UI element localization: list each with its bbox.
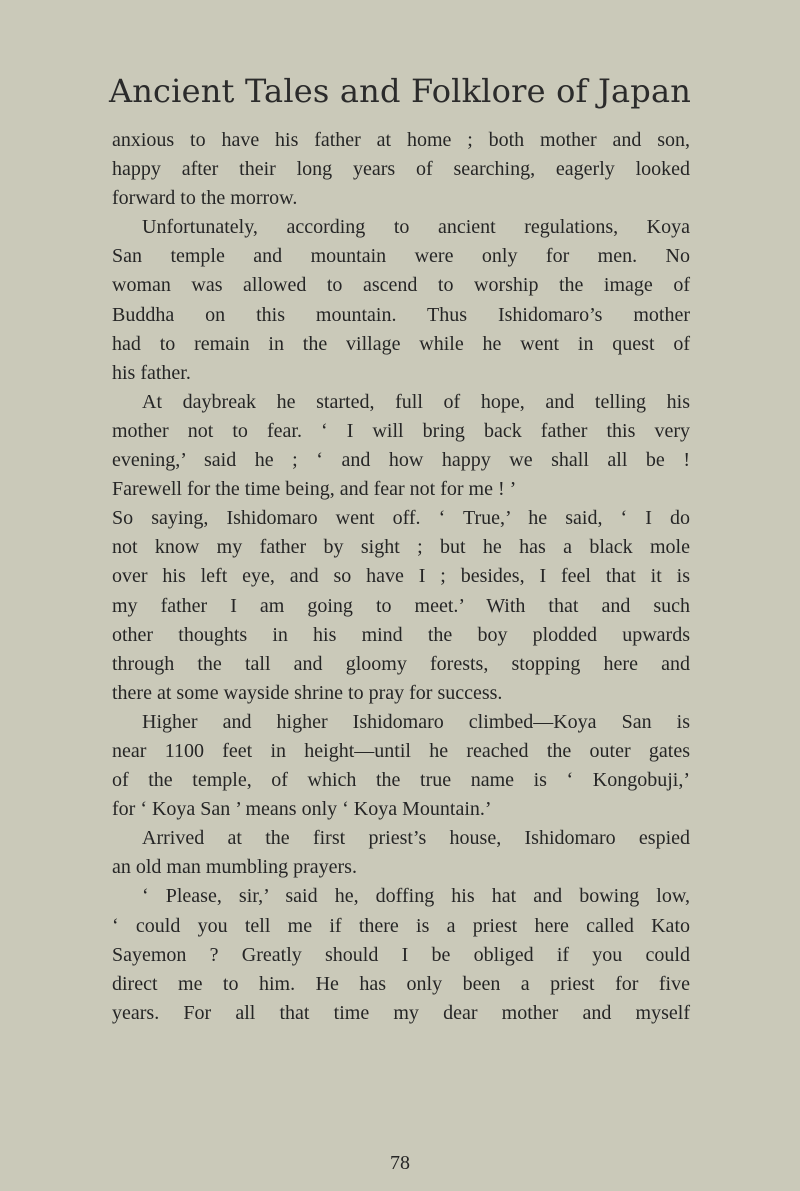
- text-line: woman was allowed to ascend to worship the image of: [112, 274, 690, 297]
- page-number: 78: [390, 1152, 410, 1174]
- text-line: of the temple, of which the true name is ‘ Kongobuji,’: [112, 769, 690, 792]
- text-line: forward to the morrow.: [112, 187, 298, 210]
- text-line: Buddha on this mountain. Thus Ishidomaro’s mother: [112, 303, 690, 326]
- text-line: anxious to have his father at home ; both mother and son,: [112, 129, 690, 151]
- text-line: had to remain in the village while he went in quest of: [112, 332, 690, 355]
- text-line: for ‘ Koya San ’ means only ‘ Koya Mountain.’: [112, 798, 492, 821]
- text-line: Arrived at the first priest’s house, Ishidomaro espied: [142, 827, 690, 850]
- text-line: his father.: [112, 361, 191, 384]
- text-line: Sayemon ? Greatly should I be obliged if you could: [112, 943, 690, 966]
- text-line: over his left eye, and so have I ; besides, I feel that it is: [112, 565, 690, 588]
- text-line: evening,’ said he ; ‘ and how happy we shall all be !: [112, 449, 690, 472]
- body-text: [112, 126, 690, 1028]
- text-line: Farewell for the time being, and fear not for me ! ’: [112, 478, 517, 501]
- text-line: my father I am going to meet.’ With that and such: [112, 594, 690, 617]
- text-line: an old man mumbling prayers.: [112, 856, 357, 879]
- text-line: through the tall and gloomy forests, stopping here and: [112, 652, 690, 675]
- text-line: ‘ Please, sir,’ said he, doffing his hat and bowing low,: [142, 885, 690, 908]
- text-line: So saying, Ishidomaro went off. ‘ True,’ he said, ‘ I do: [112, 507, 690, 530]
- text-line: not know my father by sight ; but he has a black mole: [112, 536, 690, 559]
- text-line: San temple and mountain were only for men. No: [112, 245, 690, 268]
- text-line: there at some wayside shrine to pray for success.: [112, 681, 503, 704]
- text-line: At daybreak he started, full of hope, and telling his: [142, 390, 690, 413]
- text-line: mother not to fear. ‘ I will bring back father this very: [112, 419, 690, 442]
- running-title: Ancient Tales and Folklore of Japan: [108, 72, 692, 110]
- text-line: Higher and higher Ishidomaro climbed—Koya San is: [142, 710, 690, 733]
- text-line: other thoughts in his mind the boy plodded upwards: [112, 623, 690, 646]
- text-line: Unfortunately, according to ancient regulations, Koya: [142, 216, 690, 239]
- text-line: direct me to him. He has only been a priest for five: [112, 972, 690, 995]
- text-line: near 1100 feet in height—until he reached the outer gates: [112, 739, 690, 762]
- text-line: years. For all that time my dear mother and myself: [112, 1001, 690, 1024]
- text-line: happy after their long years of searching, eagerly looked: [112, 158, 690, 181]
- text-line: ‘ could you tell me if there is a priest here called Kato: [112, 914, 690, 937]
